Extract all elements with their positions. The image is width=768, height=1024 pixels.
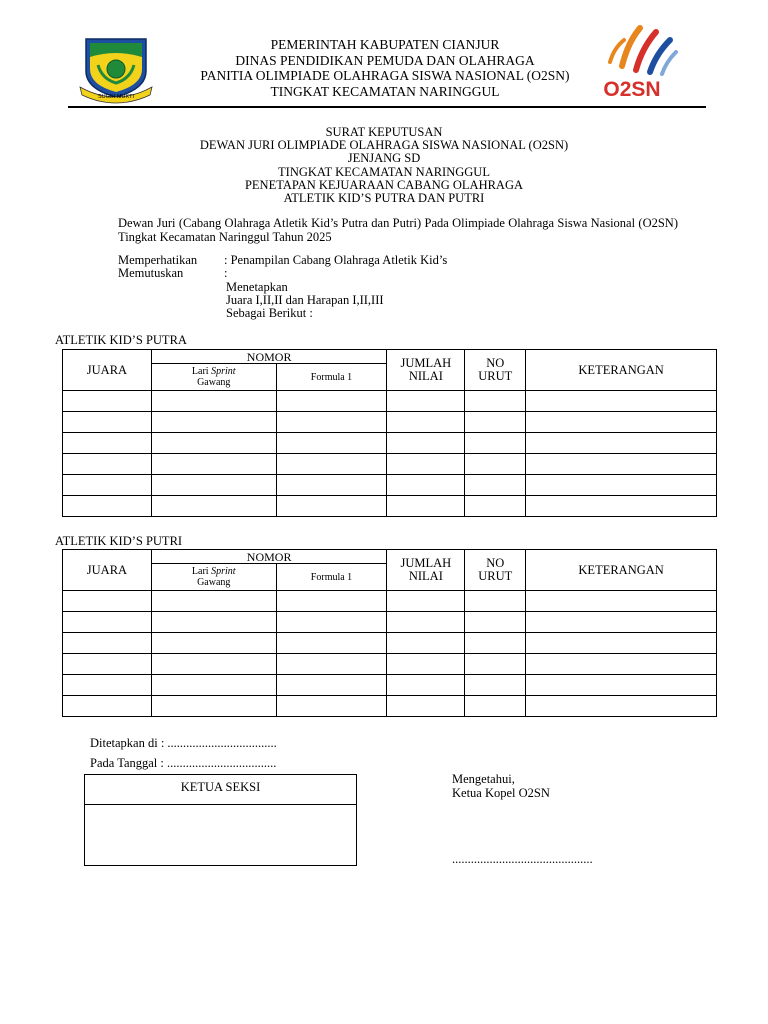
title-line-4: TINGKAT KECAMATAN NARINGGUL bbox=[278, 164, 490, 179]
header-no-urut: NO URUT bbox=[465, 350, 526, 391]
table-cell[interactable] bbox=[63, 591, 152, 612]
table-cell[interactable] bbox=[151, 633, 276, 654]
table-cell[interactable] bbox=[526, 412, 717, 433]
signature-line: ............................................. bbox=[452, 852, 593, 866]
table-cell[interactable] bbox=[276, 675, 387, 696]
table-cell[interactable] bbox=[151, 496, 276, 517]
header-jumlah-nilai: JUMLAH NILAI bbox=[387, 350, 465, 391]
table-cell[interactable] bbox=[465, 391, 526, 412]
o2sn-logo bbox=[592, 22, 682, 102]
table-cell[interactable] bbox=[151, 654, 276, 675]
header-formula-1: Formula 1 bbox=[276, 564, 387, 591]
header-juara: JUARA bbox=[63, 350, 152, 391]
table-cell[interactable] bbox=[276, 633, 387, 654]
crest-motto: SUGIH MUKTI bbox=[97, 94, 135, 100]
decree-title bbox=[60, 126, 708, 205]
table-cell[interactable] bbox=[465, 433, 526, 454]
section-title-putri: ATLETIK KID’S PUTRI bbox=[55, 534, 183, 548]
table-cell[interactable] bbox=[63, 475, 152, 496]
table-cell[interactable] bbox=[63, 675, 152, 696]
table-cell[interactable] bbox=[63, 391, 152, 412]
header-lari-sprint-gawang: Lari Sprint Gawang bbox=[151, 564, 276, 591]
table-cell[interactable] bbox=[151, 391, 276, 412]
header-line-3: PANITIA OLIMPIADE OLAHRAGA SISWA NASIONAL (O2SN) bbox=[200, 68, 570, 83]
table-cell[interactable] bbox=[276, 433, 387, 454]
header-line-4: TINGKAT KECAMATAN NARINGGUL bbox=[270, 83, 500, 99]
table-cell[interactable] bbox=[276, 654, 387, 675]
memperhatikan-value: : Penampilan Cabang Olahraga Atletik Kid’s bbox=[224, 253, 448, 267]
table-cell[interactable] bbox=[387, 454, 465, 475]
table-cell[interactable] bbox=[151, 696, 276, 717]
table-cell[interactable] bbox=[526, 633, 717, 654]
table-cell[interactable] bbox=[465, 654, 526, 675]
table-cell[interactable] bbox=[276, 454, 387, 475]
header-nomor: NOMOR bbox=[151, 350, 387, 364]
table-cell[interactable] bbox=[151, 612, 276, 633]
header-lari-sprint-gawang: Lari Sprint Gawang bbox=[151, 364, 276, 391]
table-cell[interactable] bbox=[465, 675, 526, 696]
cianjur-crest-logo bbox=[76, 35, 156, 105]
title-line-3: JENJANG SD bbox=[347, 151, 421, 166]
table-cell[interactable] bbox=[276, 391, 387, 412]
table-cell[interactable] bbox=[151, 454, 276, 475]
table-cell[interactable] bbox=[63, 654, 152, 675]
table-cell[interactable] bbox=[63, 496, 152, 517]
header-nomor: NOMOR bbox=[151, 550, 387, 564]
mengetahui-line-2: Ketua Kopel O2SN bbox=[452, 786, 550, 800]
table-cell[interactable] bbox=[276, 612, 387, 633]
title-line-5: PENETAPAN KEJUARAAN CABANG OLAHRAGA bbox=[244, 177, 524, 192]
table-cell[interactable] bbox=[63, 412, 152, 433]
results-table-putri bbox=[62, 549, 717, 717]
ketua-seksi-signature-box bbox=[84, 774, 357, 866]
table-cell[interactable] bbox=[465, 475, 526, 496]
ketua-seksi-label: KETUA SEKSI bbox=[85, 775, 356, 805]
table-cell[interactable] bbox=[63, 612, 152, 633]
mengetahui-block bbox=[452, 772, 550, 800]
table-cell[interactable] bbox=[465, 412, 526, 433]
letterhead bbox=[150, 37, 620, 99]
pada-tanggal-field: Pada Tanggal : ................................... bbox=[90, 756, 277, 770]
ditetapkan-field: Ditetapkan di : ................................... bbox=[90, 736, 277, 750]
table-cell[interactable] bbox=[526, 433, 717, 454]
table-cell[interactable] bbox=[387, 591, 465, 612]
table-cell[interactable] bbox=[465, 612, 526, 633]
table-cell[interactable] bbox=[151, 433, 276, 454]
table-cell[interactable] bbox=[465, 496, 526, 517]
table-cell[interactable] bbox=[276, 696, 387, 717]
table-cell[interactable] bbox=[276, 496, 387, 517]
table-cell[interactable] bbox=[151, 412, 276, 433]
intro-paragraph: Dewan Juri (Cabang Olahraga Atletik Kid’s Putra dan Putri) Pada Olimpiade Olahraga Siswa Nasional (O2SN) Tingkat Kecamatan Naringgul Tahun 2025 bbox=[118, 216, 678, 244]
memutuskan-value: : bbox=[224, 266, 228, 280]
table-cell[interactable] bbox=[526, 591, 717, 612]
header-divider bbox=[68, 106, 706, 108]
table-cell[interactable] bbox=[387, 433, 465, 454]
header-keterangan: KETERANGAN bbox=[526, 550, 717, 591]
table-cell[interactable] bbox=[276, 412, 387, 433]
table-cell[interactable] bbox=[526, 391, 717, 412]
table-cell[interactable] bbox=[465, 454, 526, 475]
table-cell[interactable] bbox=[276, 591, 387, 612]
table-cell[interactable] bbox=[151, 675, 276, 696]
mengetahui-line-1: Mengetahui, bbox=[452, 772, 515, 786]
memutuskan-label: Memutuskan bbox=[118, 266, 184, 280]
table-cell[interactable] bbox=[151, 475, 276, 496]
table-cell[interactable] bbox=[151, 591, 276, 612]
header-no-urut: NO URUT bbox=[465, 550, 526, 591]
table-cell[interactable] bbox=[63, 696, 152, 717]
memperhatikan-label: Memperhatikan bbox=[118, 253, 198, 267]
table-cell[interactable] bbox=[276, 475, 387, 496]
table-cell[interactable] bbox=[63, 454, 152, 475]
table-cell[interactable] bbox=[465, 633, 526, 654]
title-line-6: ATLETIK KID’S PUTRA DAN PUTRI bbox=[283, 191, 485, 206]
table-cell[interactable] bbox=[387, 696, 465, 717]
table-cell[interactable] bbox=[387, 675, 465, 696]
table-cell[interactable] bbox=[526, 696, 717, 717]
table-cell[interactable] bbox=[465, 591, 526, 612]
o2sn-wordmark: O2SN bbox=[603, 78, 661, 101]
header-keterangan: KETERANGAN bbox=[526, 350, 717, 391]
table-cell[interactable] bbox=[387, 391, 465, 412]
table-cell[interactable] bbox=[526, 454, 717, 475]
table-cell[interactable] bbox=[526, 675, 717, 696]
table-cell[interactable] bbox=[526, 612, 717, 633]
table-cell[interactable] bbox=[63, 433, 152, 454]
results-table-putra bbox=[62, 349, 717, 517]
table-cell[interactable] bbox=[526, 654, 717, 675]
berikut-text: Sebagai Berikut : bbox=[226, 306, 313, 320]
header-jumlah-nilai: JUMLAH NILAI bbox=[387, 550, 465, 591]
table-cell[interactable] bbox=[387, 654, 465, 675]
header-formula-1: Formula 1 bbox=[276, 364, 387, 391]
table-cell[interactable] bbox=[387, 633, 465, 654]
table-cell[interactable] bbox=[387, 612, 465, 633]
header-line-1: PEMERINTAH KABUPATEN CIANJUR bbox=[270, 37, 500, 52]
table-cell[interactable] bbox=[526, 475, 717, 496]
header-juara: JUARA bbox=[63, 550, 152, 591]
menetapkan-text: Menetapkan bbox=[226, 280, 288, 294]
header-line-2: DINAS PENDIDIKAN PEMUDA DAN OLAHRAGA bbox=[235, 52, 535, 68]
table-cell[interactable] bbox=[63, 633, 152, 654]
title-line-1: SURAT KEPUTUSAN bbox=[325, 125, 443, 139]
table-cell[interactable] bbox=[387, 475, 465, 496]
table-cell[interactable] bbox=[387, 496, 465, 517]
table-cell[interactable] bbox=[526, 496, 717, 517]
table-cell[interactable] bbox=[465, 696, 526, 717]
section-title-putra: ATLETIK KID’S PUTRA bbox=[55, 333, 187, 347]
title-line-2: DEWAN JURI OLIMPIADE OLAHRAGA SISWA NASIONAL (O2SN) bbox=[199, 138, 569, 153]
table-cell[interactable] bbox=[387, 412, 465, 433]
juara-text: Juara I,II,II dan Harapan I,II,III bbox=[226, 293, 384, 307]
